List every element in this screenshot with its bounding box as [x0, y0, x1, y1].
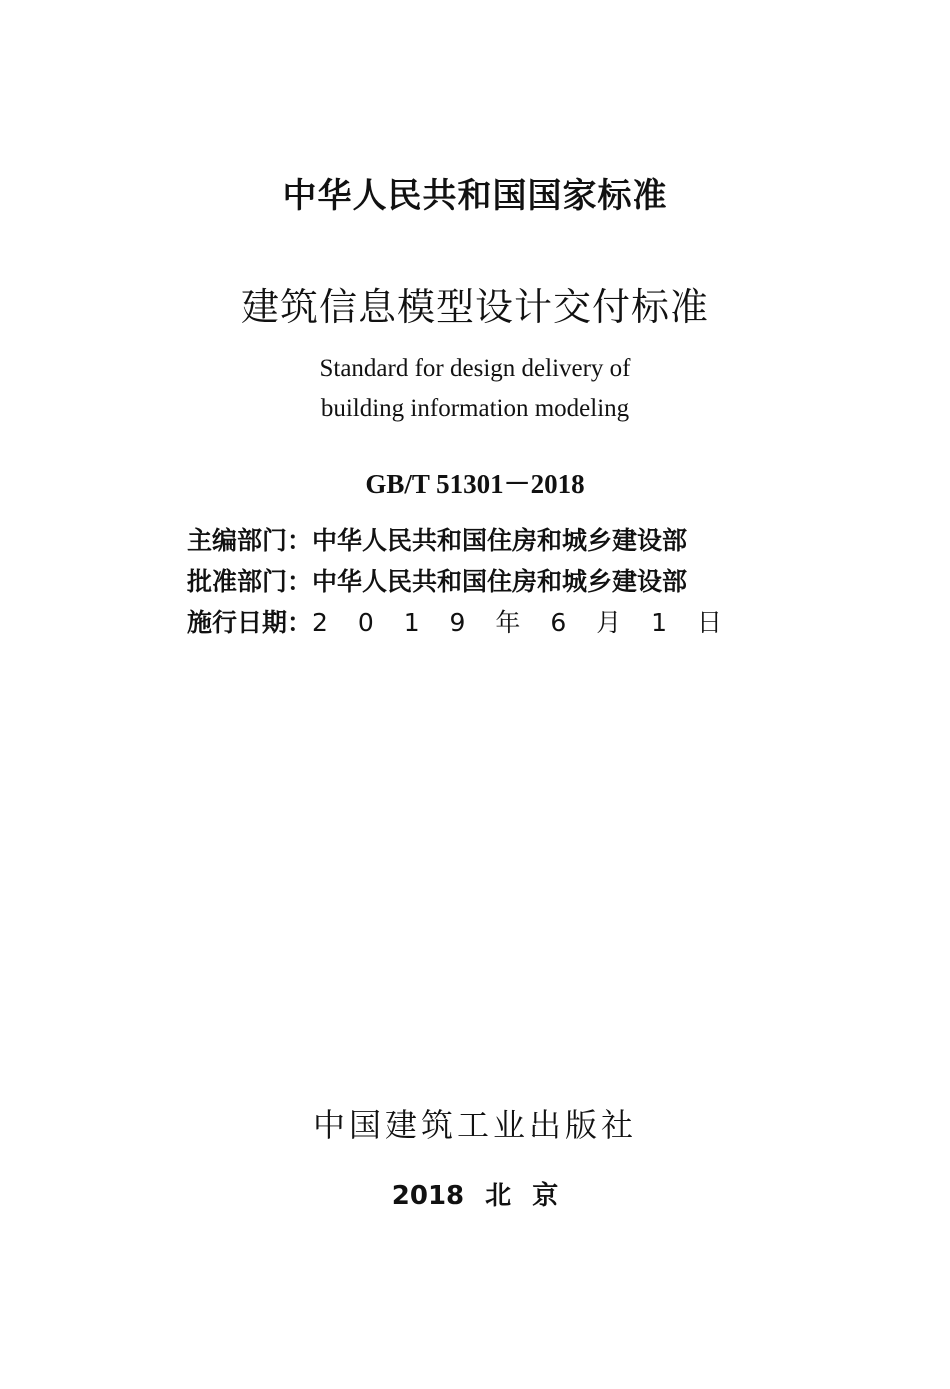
- effective-date-row: [187, 602, 747, 643]
- series-title: 中华人民共和国国家标准: [282, 176, 668, 216]
- place-year: 2018 北 京: [391, 1181, 559, 1211]
- date-char: 6: [550, 608, 567, 637]
- main-title: 建筑信息模型设计交付标准: [240, 285, 709, 329]
- approver-label: 批准部门：: [187, 567, 313, 596]
- editor-value: 中华人民共和国住房和城乡建设部: [312, 526, 688, 555]
- standard-code: GB/T 51301－2018: [365, 469, 585, 499]
- publisher: 中国建筑工业出版社: [312, 1106, 637, 1144]
- date-char: 2: [312, 608, 328, 637]
- approver-row: [187, 561, 747, 602]
- date-char: 1: [403, 608, 420, 637]
- effective-date-label: 施行日期：: [187, 608, 313, 637]
- date-char: 日: [696, 608, 722, 637]
- date-char: 年: [495, 608, 521, 637]
- meta-block: [187, 520, 747, 643]
- date-char: 9: [449, 608, 466, 637]
- english-title-line-1: Standard for design delivery of: [319, 355, 631, 382]
- editor-row: [187, 520, 747, 561]
- date-char: 1: [651, 608, 668, 637]
- effective-date-value: [312, 602, 722, 643]
- date-char: 0: [357, 608, 374, 637]
- editor-label: 主编部门：: [187, 526, 313, 555]
- approver-value: 中华人民共和国住房和城乡建设部: [312, 567, 688, 596]
- english-title-line-2: building information modeling: [320, 395, 630, 422]
- date-char: 月: [596, 608, 622, 637]
